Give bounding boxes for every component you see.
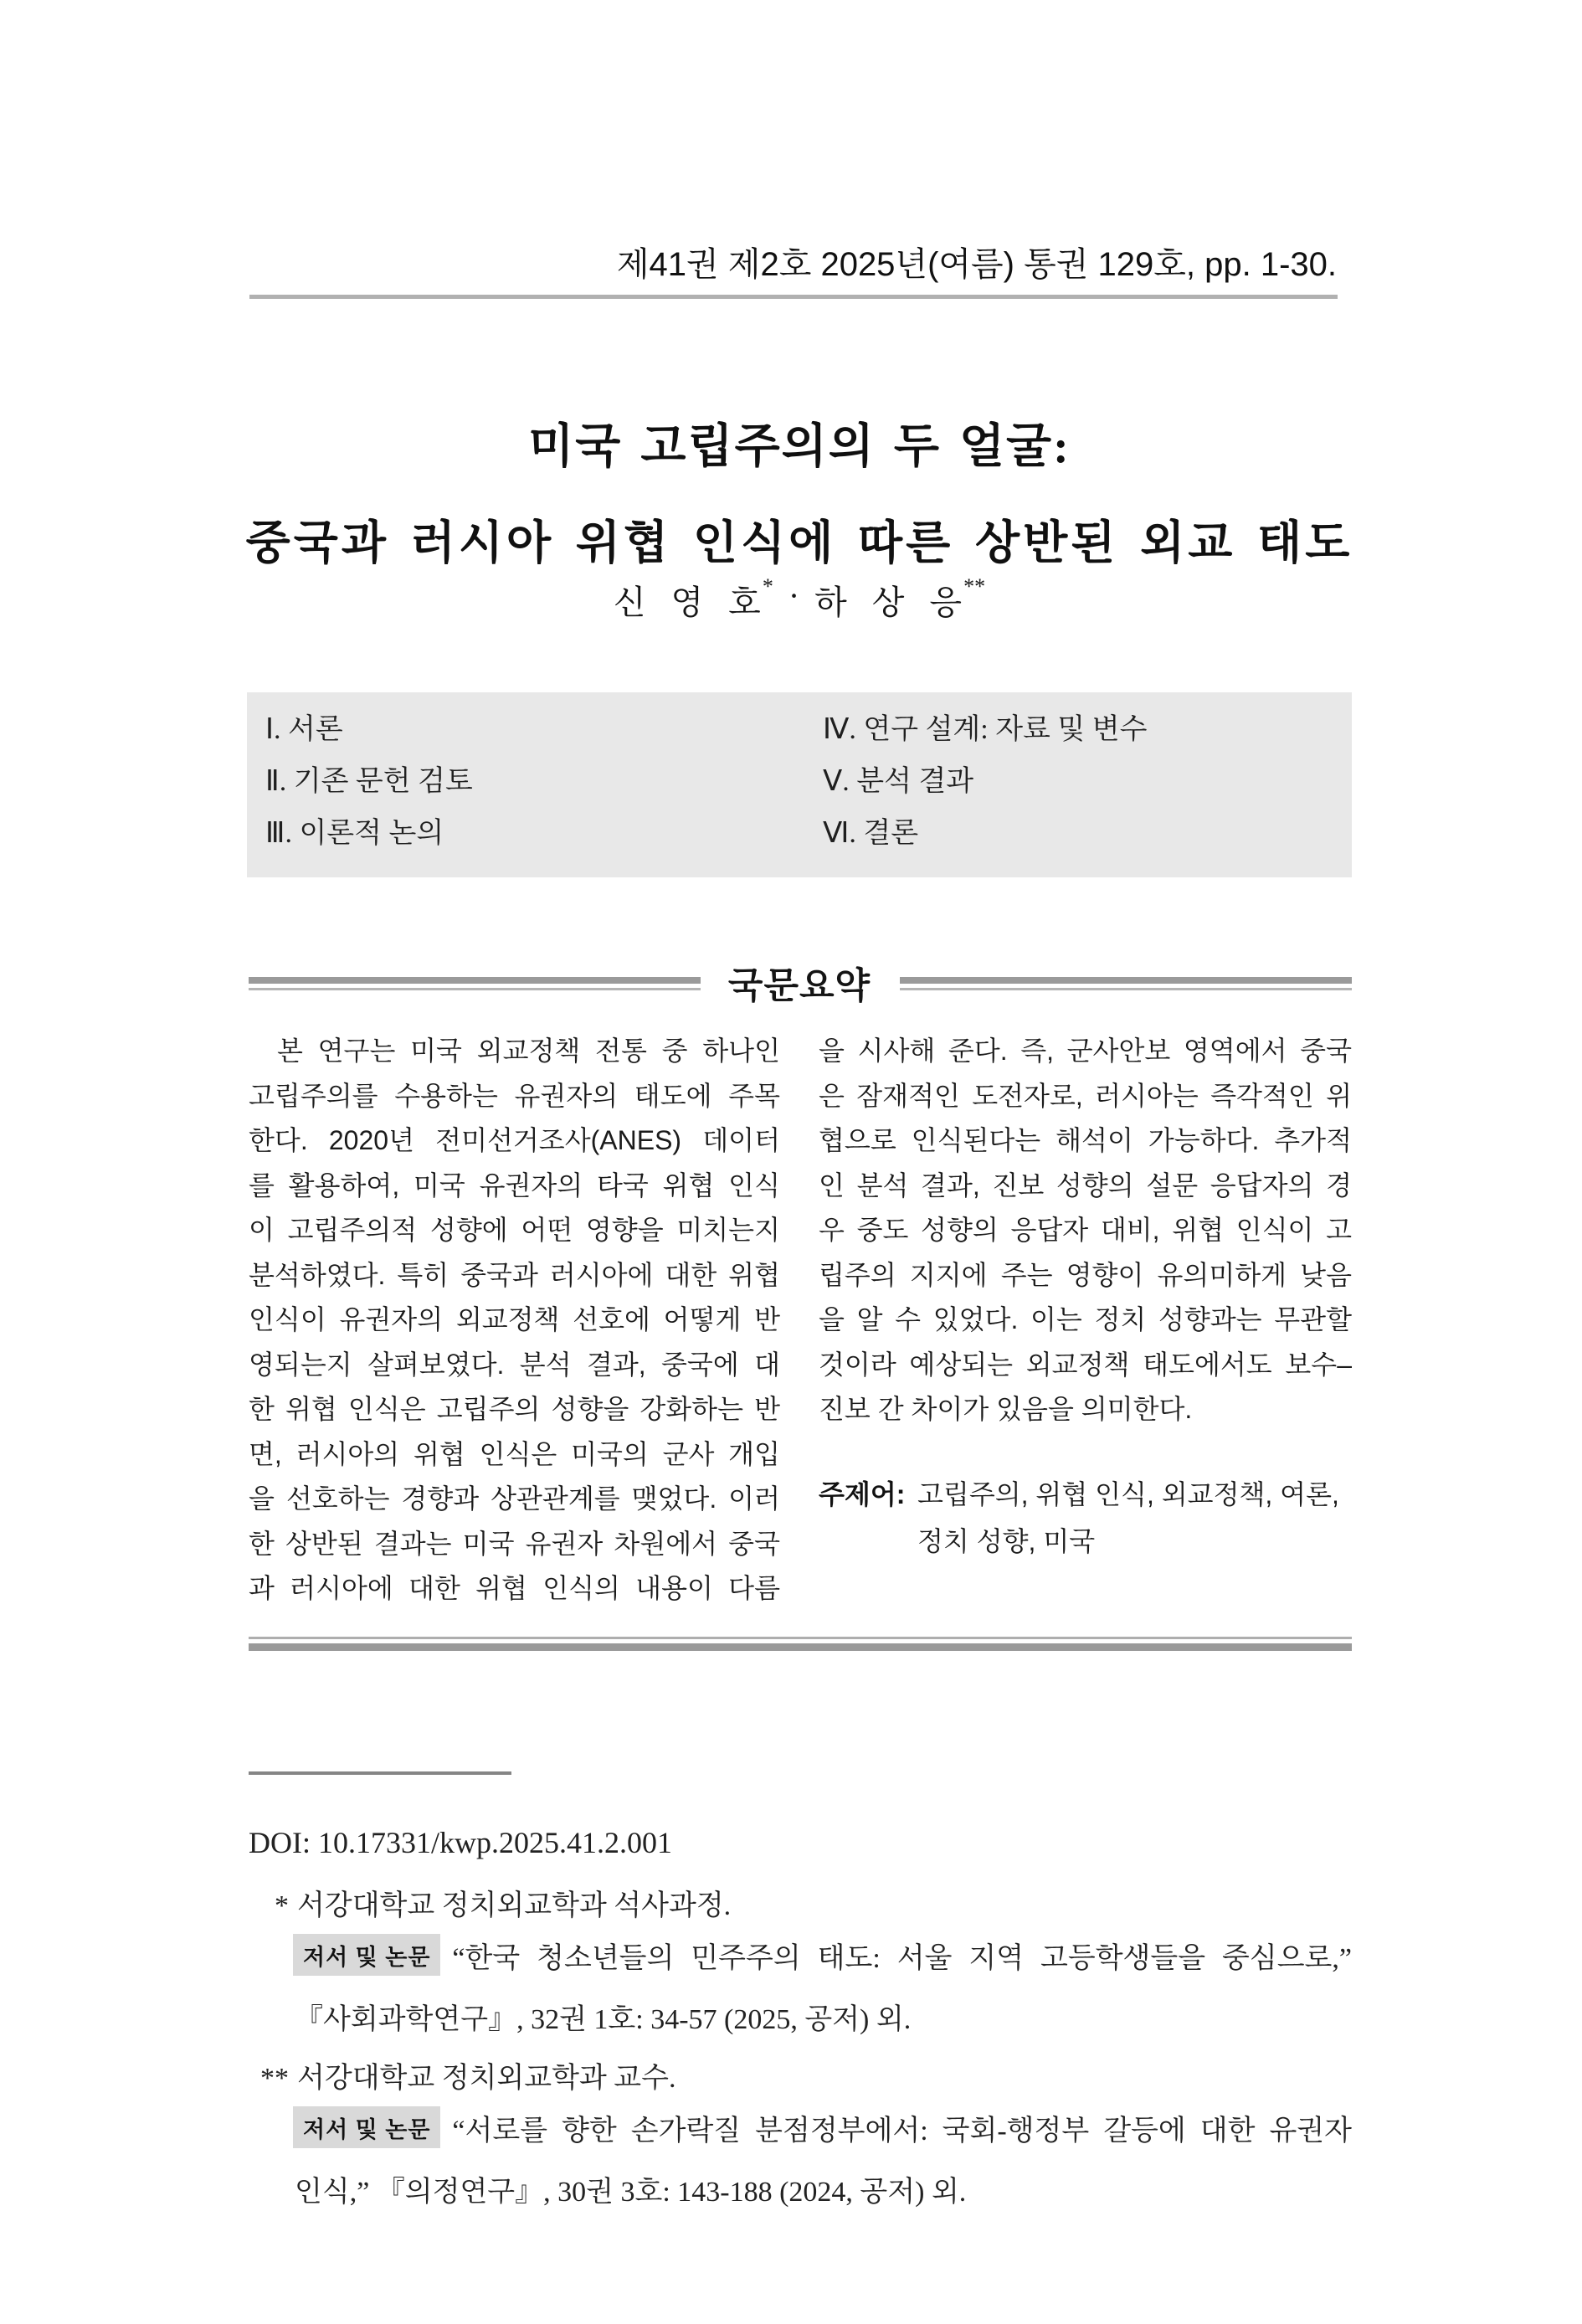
abstract-line: 한다. 2020년 전미선거조사(ANES) 데이터 <box>249 1125 780 1155</box>
author-separator: · <box>788 577 800 614</box>
abstract-line: 것이라 예상되는 외교정책 태도에서도 보수– <box>819 1349 1352 1380</box>
abstract-line: 을 선호하는 경향과 상관관계를 맺었다. 이러 <box>249 1483 780 1514</box>
footnote-1-publications-line-2: 『사회과학연구』, 32권 1호: 34-57 (2025, 공저) 외. <box>295 2004 912 2035</box>
abstract-line: 인식이 유권자의 외교정책 선호에 어떻게 반 <box>249 1304 780 1334</box>
paper-title-line1: 미국 고립주의의 두 얼굴: <box>528 421 1071 473</box>
abstract-line: 은 잠재적인 도전자로, 러시아는 즉각적인 위 <box>819 1080 1352 1111</box>
abstract-heading-rule-right-thick <box>900 977 1352 984</box>
publications-badge: 저서 및 논문 <box>293 1934 440 1976</box>
author-mark-1: * <box>762 574 773 599</box>
journal-issue-info: 제41권 제2호 2025년(여름) 통권 129호, pp. 1-30. <box>616 246 1337 283</box>
footnote-2-publications-line-1 <box>293 2106 1352 2157</box>
abstract-line: 본 연구는 미국 외교정책 전통 중 하나인 <box>277 1036 780 1066</box>
footnote-2-marker: ** <box>260 2063 289 2094</box>
footnote-1-affiliation <box>249 1882 1353 1924</box>
abstract-heading: 국문요약 <box>727 966 871 1006</box>
abstract-line: 인 분석 결과, 진보 성향의 설문 응답자의 경 <box>819 1170 1352 1201</box>
keywords-block <box>819 1471 1352 1565</box>
toc-item-intro: Ⅰ. 서론 <box>265 714 343 745</box>
toc-item-design: Ⅳ. 연구 설계: 자료 및 변수 <box>823 714 1148 745</box>
footnote-separator-rule <box>249 1771 511 1775</box>
footnote-1-marker: * <box>275 1890 289 1921</box>
keywords-label: 주제어: <box>819 1479 906 1509</box>
abstract-line: 을 시사해 준다. 즉, 군사안보 영역에서 중국 <box>819 1036 1352 1066</box>
footnote-2-publications-line-2: 인식,” 『의정연구』, 30권 3호: 143-188 (2024, 공저) 외. <box>295 2177 967 2208</box>
abstract-line: 진보 간 차이가 있음을 의미한다. <box>819 1394 1193 1424</box>
abstract-column-right <box>819 1029 1352 1432</box>
footnote-2-affiliation <box>249 2054 1353 2096</box>
abstract-bottom-rule-thick <box>249 1643 1352 1651</box>
abstract-line: 한 상반된 결과는 미국 유권자 차원에서 중국 <box>249 1528 780 1559</box>
toc-item-conclusion: Ⅵ. 결론 <box>823 818 919 849</box>
abstract-column-left <box>249 1029 780 1612</box>
abstract-line: 영되는지 살펴보였다. 분석 결과, 중국에 대 <box>249 1349 780 1380</box>
doi: DOI: 10.17331/kwp.2025.41.2.001 <box>249 1826 672 1859</box>
author-line <box>247 576 1352 624</box>
abstract-line: 고립주의를 수용하는 유권자의 태도에 주목 <box>249 1080 780 1111</box>
abstract-line: 면, 러시아의 위협 인식은 미국의 군사 개입 <box>249 1438 780 1469</box>
toc-item-results: Ⅴ. 분석 결과 <box>823 766 974 797</box>
abstract-line: 우 중도 성향의 응답자 대비, 위협 인식이 고 <box>819 1215 1352 1245</box>
author-name-1: 신 영 호 <box>613 584 763 621</box>
abstract-line: 를 활용하여, 미국 유권자의 타국 위협 인식 <box>249 1170 780 1201</box>
author-mark-2: ** <box>963 574 986 599</box>
abstract-line: 이 고립주의적 성향에 어떤 영향을 미치는지 <box>249 1215 780 1245</box>
footnote-1-publication-text: “한국 청소년들의 민주주의 태도: 서울 지역 고등학생들을 중심으로,” <box>452 1943 1352 1974</box>
toc-column-right <box>823 704 1147 860</box>
toc-box <box>247 692 1352 877</box>
keywords-line-2 <box>819 1518 1352 1565</box>
footnote-2-text: 서강대학교 정치외교학과 교수. <box>297 2063 676 2094</box>
keywords-text-2: 정치 성향, 미국 <box>917 1526 1096 1556</box>
footnote-1-publications-line-1 <box>293 1934 1352 1984</box>
toc-column-left <box>265 704 473 860</box>
toc-item-theory: Ⅲ. 이론적 논의 <box>265 818 444 849</box>
header-rule <box>249 295 1338 299</box>
keywords-line-1 <box>819 1471 1352 1518</box>
abstract-line: 협으로 인식된다는 해석이 가능하다. 추가적 <box>819 1125 1352 1155</box>
footnote-1-text: 서강대학교 정치외교학과 석사과정. <box>297 1890 732 1921</box>
abstract-line: 과 러시아에 대한 위협 인식의 내용이 다름 <box>249 1573 780 1603</box>
paper-title-line2: 중국과 러시아 위협 인식에 따른 상반된 외교 태도 <box>245 517 1353 568</box>
toc-item-literature: Ⅱ. 기존 문헌 검토 <box>265 766 473 797</box>
abstract-bottom-rule-thin <box>249 1637 1352 1639</box>
abstract-line: 립주의 지지에 주는 영향이 유의미하게 낮음 <box>819 1259 1352 1290</box>
author-name-2: 하 상 응 <box>814 584 964 621</box>
publications-badge: 저서 및 논문 <box>293 2106 440 2148</box>
abstract-line: 을 알 수 있었다. 이는 정치 성향과는 무관할 <box>819 1304 1352 1334</box>
footnote-2-publication-text: “서로를 향한 손가락질 분점정부에서: 국회-행정부 갈등에 대한 유권자 <box>452 2116 1352 2147</box>
keywords-text-1: 고립주의, 위협 인식, 외교정책, 여론, <box>917 1479 1339 1509</box>
abstract-line: 분석하였다. 특히 중국과 러시아에 대한 위협 <box>249 1259 780 1290</box>
abstract-heading-rule-right-thin <box>900 988 1352 990</box>
abstract-line: 한 위협 인식은 고립주의 성향을 강화하는 반 <box>249 1394 780 1424</box>
